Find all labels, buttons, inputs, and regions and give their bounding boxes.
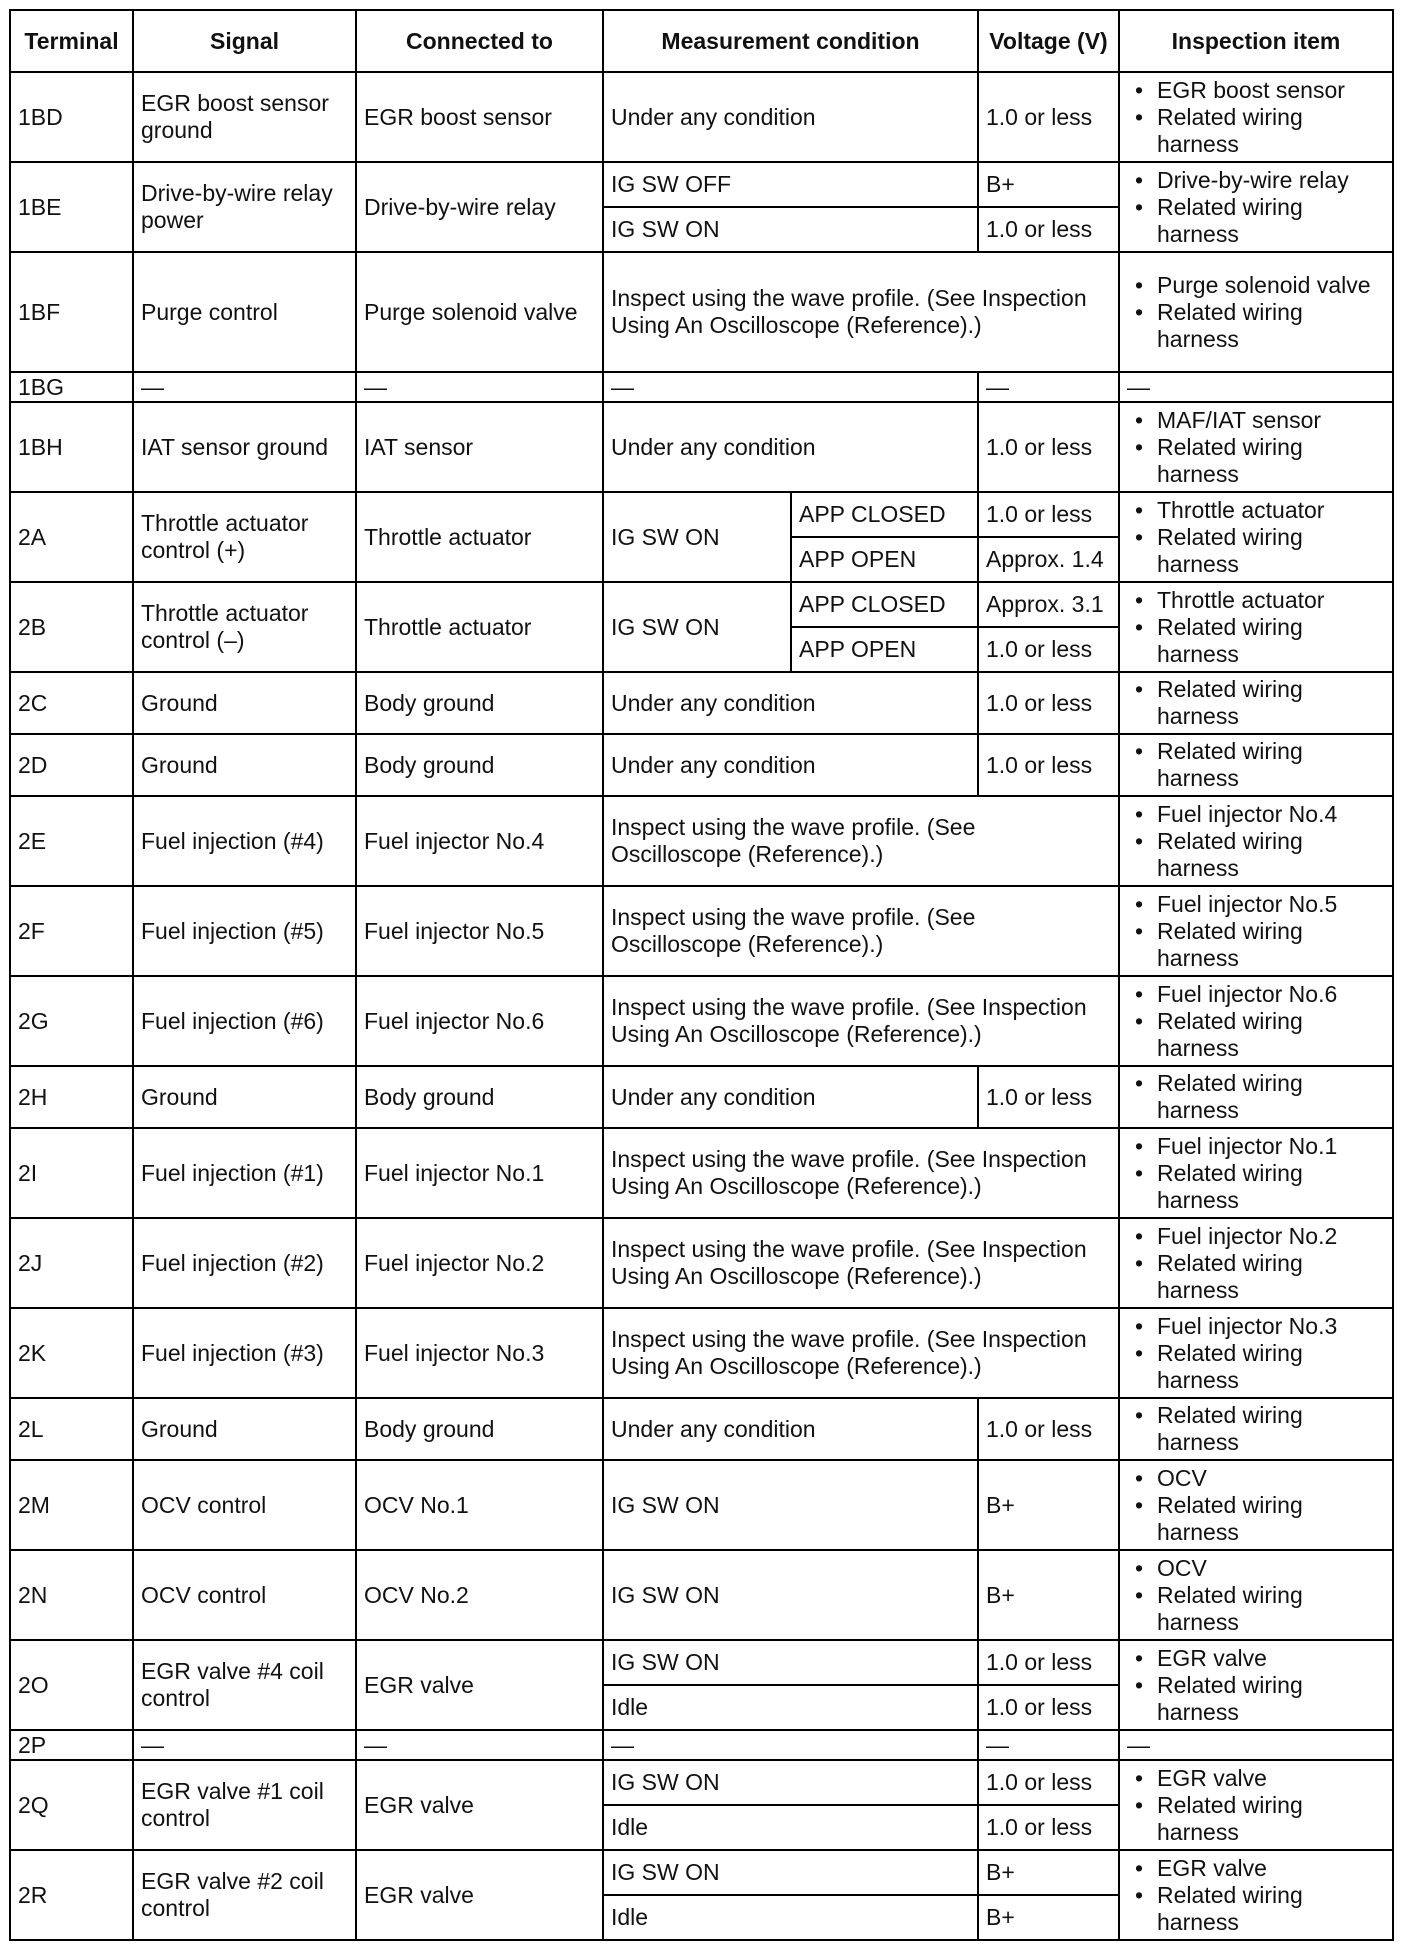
inspection-item: • Fuel injector No.5: [1127, 891, 1385, 918]
inspection-item: • Related wiring harness: [1127, 1250, 1385, 1304]
terminal-cell: 2P: [10, 1730, 133, 1760]
inspection-item: • Purge solenoid valve: [1127, 272, 1385, 299]
inspection-item: • Related wiring harness: [1127, 299, 1385, 353]
table-row: [10, 402, 1393, 492]
subcondition-cell: APP OPEN: [791, 537, 978, 582]
signal-cell: OCV control: [133, 1550, 356, 1640]
table-row: [10, 1218, 1393, 1308]
header-signal: Signal: [133, 10, 356, 72]
condition-cell: Idle: [603, 1805, 978, 1850]
condition-cell: Under any condition: [603, 734, 978, 796]
condition-cell: —: [603, 1730, 978, 1760]
table-row: [10, 672, 1393, 734]
inspection-cell: —: [1119, 372, 1393, 402]
header-inspection-item: Inspection item: [1119, 10, 1393, 72]
signal-cell: OCV control: [133, 1460, 356, 1550]
signal-cell: Fuel injection (#2): [133, 1218, 356, 1308]
signal-cell: Throttle actuator control (+): [133, 492, 356, 582]
voltage-cell: 1.0 or less: [978, 734, 1119, 796]
inspection-item: • Related wiring harness: [1127, 1070, 1385, 1124]
terminal-cell: 1BF: [10, 252, 133, 372]
signal-cell: Fuel injection (#6): [133, 976, 356, 1066]
table-row: [10, 1730, 1393, 1760]
header-voltage: Voltage (V): [978, 10, 1119, 72]
inspection-item: • Fuel injector No.4: [1127, 801, 1385, 828]
condition-cell: Inspect using the wave profile. (See Inspection Using An Oscilloscope (Reference).): [603, 1128, 1119, 1218]
subcondition-cell: APP CLOSED: [791, 492, 978, 537]
signal-cell: Fuel injection (#5): [133, 886, 356, 976]
inspection-cell: [1119, 976, 1393, 1066]
signal-cell: Drive-by-wire relay power: [133, 162, 356, 252]
signal-cell: —: [133, 372, 356, 402]
inspection-item: • Related wiring harness: [1127, 1882, 1385, 1936]
terminal-cell: 1BH: [10, 402, 133, 492]
connected-cell: EGR valve: [356, 1850, 603, 1940]
inspection-cell: [1119, 492, 1393, 582]
inspection-cell: —: [1119, 1730, 1393, 1760]
inspection-item: • Related wiring harness: [1127, 918, 1385, 972]
condition-cell: IG SW OFF: [603, 162, 978, 207]
condition-cell: Under any condition: [603, 1398, 978, 1460]
table-row: [10, 1308, 1393, 1398]
condition-cell: Inspect using the wave profile. (See Oscilloscope (Reference).): [603, 796, 1119, 886]
terminal-cell: 1BG: [10, 372, 133, 402]
subcondition-cell: APP OPEN: [791, 627, 978, 672]
header-terminal: Terminal: [10, 10, 133, 72]
header-row: [10, 10, 1393, 72]
connected-cell: EGR valve: [356, 1640, 603, 1730]
condition-cell: IG SW ON: [603, 582, 791, 672]
inspection-cell: [1119, 162, 1393, 252]
table-row: [10, 162, 1393, 207]
condition-cell: Under any condition: [603, 402, 978, 492]
header-measurement-condition: Measurement condition: [603, 10, 978, 72]
table-row: [10, 1398, 1393, 1460]
condition-cell: Inspect using the wave profile. (See Inspection Using An Oscilloscope (Reference).): [603, 1308, 1119, 1398]
subcondition-cell: APP CLOSED: [791, 582, 978, 627]
connected-cell: —: [356, 372, 603, 402]
condition-cell: —: [603, 372, 978, 402]
inspection-item: • Related wiring harness: [1127, 524, 1385, 578]
terminal-cell: 2L: [10, 1398, 133, 1460]
condition-cell: IG SW ON: [603, 1550, 978, 1640]
condition-cell: IG SW ON: [603, 1850, 978, 1895]
inspection-item: • Related wiring harness: [1127, 676, 1385, 730]
table-row: [10, 372, 1393, 402]
voltage-cell: 1.0 or less: [978, 402, 1119, 492]
terminal-cell: 2D: [10, 734, 133, 796]
inspection-item: • OCV: [1127, 1465, 1385, 1492]
inspection-item: • Related wiring harness: [1127, 1008, 1385, 1062]
inspection-cell: [1119, 1460, 1393, 1550]
inspection-item: • Related wiring harness: [1127, 1492, 1385, 1546]
voltage-cell: 1.0 or less: [978, 1760, 1119, 1805]
condition-cell: IG SW ON: [603, 1460, 978, 1550]
inspection-item: • Fuel injector No.3: [1127, 1313, 1385, 1340]
signal-cell: —: [133, 1730, 356, 1760]
header-connected-to: Connected to: [356, 10, 603, 72]
terminal-cell: 2G: [10, 976, 133, 1066]
voltage-cell: 1.0 or less: [978, 72, 1119, 162]
connected-cell: Throttle actuator: [356, 492, 603, 582]
condition-cell: Under any condition: [603, 1066, 978, 1128]
condition-cell: Idle: [603, 1895, 978, 1940]
condition-cell: IG SW ON: [603, 207, 978, 252]
connected-cell: Fuel injector No.6: [356, 976, 603, 1066]
voltage-cell: 1.0 or less: [978, 627, 1119, 672]
inspection-cell: [1119, 672, 1393, 734]
inspection-cell: [1119, 734, 1393, 796]
voltage-cell: 1.0 or less: [978, 1640, 1119, 1685]
signal-cell: Ground: [133, 672, 356, 734]
voltage-cell: —: [978, 1730, 1119, 1760]
inspection-cell: [1119, 1850, 1393, 1940]
table-row: [10, 1066, 1393, 1128]
inspection-item: • OCV: [1127, 1555, 1385, 1582]
table-row: [10, 1640, 1393, 1685]
inspection-cell: [1119, 1128, 1393, 1218]
connected-cell: Fuel injector No.1: [356, 1128, 603, 1218]
inspection-item: • Related wiring harness: [1127, 1672, 1385, 1726]
table-row: [10, 252, 1393, 372]
connected-cell: Body ground: [356, 734, 603, 796]
terminal-cell: 2F: [10, 886, 133, 976]
terminal-cell: 2B: [10, 582, 133, 672]
inspection-item: • EGR valve: [1127, 1765, 1385, 1792]
inspection-cell: [1119, 1760, 1393, 1850]
signal-cell: EGR valve #2 coil control: [133, 1850, 356, 1940]
table-row: [10, 886, 1393, 976]
voltage-cell: Approx. 1.4: [978, 537, 1119, 582]
connected-cell: —: [356, 1730, 603, 1760]
voltage-cell: 1.0 or less: [978, 492, 1119, 537]
table-row: [10, 582, 1393, 627]
signal-cell: Throttle actuator control (–): [133, 582, 356, 672]
signal-cell: Ground: [133, 734, 356, 796]
inspection-item: • Drive-by-wire relay: [1127, 167, 1385, 194]
table-row: [10, 1760, 1393, 1805]
table-row: [10, 1460, 1393, 1550]
connected-cell: Fuel injector No.3: [356, 1308, 603, 1398]
signal-cell: EGR valve #4 coil control: [133, 1640, 356, 1730]
voltage-cell: B+: [978, 162, 1119, 207]
inspection-item: • EGR valve: [1127, 1645, 1385, 1672]
voltage-cell: B+: [978, 1895, 1119, 1940]
inspection-cell: [1119, 1066, 1393, 1128]
terminal-cell: 2H: [10, 1066, 133, 1128]
inspection-item: • Throttle actuator: [1127, 497, 1385, 524]
inspection-item: • Related wiring harness: [1127, 1340, 1385, 1394]
table-row: [10, 796, 1393, 886]
terminal-cell: 2O: [10, 1640, 133, 1730]
condition-cell: Inspect using the wave profile. (See Inspection Using An Oscilloscope (Reference).): [603, 1218, 1119, 1308]
signal-cell: IAT sensor ground: [133, 402, 356, 492]
connected-cell: Fuel injector No.2: [356, 1218, 603, 1308]
signal-cell: EGR valve #1 coil control: [133, 1760, 356, 1850]
inspection-cell: [1119, 72, 1393, 162]
inspection-item: • Related wiring harness: [1127, 614, 1385, 668]
inspection-cell: [1119, 1640, 1393, 1730]
table-row: [10, 1550, 1393, 1640]
inspection-item: • EGR valve: [1127, 1855, 1385, 1882]
connected-cell: Throttle actuator: [356, 582, 603, 672]
terminal-cell: 2A: [10, 492, 133, 582]
condition-cell: IG SW ON: [603, 1760, 978, 1805]
condition-cell: Idle: [603, 1685, 978, 1730]
connected-cell: Drive-by-wire relay: [356, 162, 603, 252]
inspection-cell: [1119, 402, 1393, 492]
condition-cell: Inspect using the wave profile. (See Inspection Using An Oscilloscope (Reference).): [603, 976, 1119, 1066]
inspection-item: • Related wiring harness: [1127, 1582, 1385, 1636]
inspection-cell: [1119, 1308, 1393, 1398]
table-row: [10, 492, 1393, 537]
connected-cell: IAT sensor: [356, 402, 603, 492]
connected-cell: Body ground: [356, 1398, 603, 1460]
condition-cell: Inspect using the wave profile. (See Inspection Using An Oscilloscope (Reference).): [603, 252, 1119, 372]
condition-cell: Under any condition: [603, 672, 978, 734]
voltage-cell: B+: [978, 1460, 1119, 1550]
inspection-cell: [1119, 886, 1393, 976]
terminal-cell: 2K: [10, 1308, 133, 1398]
voltage-cell: B+: [978, 1550, 1119, 1640]
connected-cell: Body ground: [356, 672, 603, 734]
table-row: [10, 72, 1393, 162]
terminal-cell: 2R: [10, 1850, 133, 1940]
connected-cell: OCV No.2: [356, 1550, 603, 1640]
condition-cell: IG SW ON: [603, 492, 791, 582]
inspection-cell: [1119, 1398, 1393, 1460]
inspection-item: • MAF/IAT sensor: [1127, 407, 1385, 434]
terminal-cell: 2N: [10, 1550, 133, 1640]
inspection-item: • Fuel injector No.2: [1127, 1223, 1385, 1250]
inspection-item: • Related wiring harness: [1127, 738, 1385, 792]
table-row: [10, 1128, 1393, 1218]
signal-cell: Fuel injection (#4): [133, 796, 356, 886]
terminal-inspection-table: [9, 9, 1394, 1941]
signal-cell: Fuel injection (#1): [133, 1128, 356, 1218]
terminal-cell: 2M: [10, 1460, 133, 1550]
connected-cell: Body ground: [356, 1066, 603, 1128]
inspection-cell: [1119, 1550, 1393, 1640]
connected-cell: Fuel injector No.5: [356, 886, 603, 976]
inspection-item: • Related wiring harness: [1127, 434, 1385, 488]
signal-cell: Ground: [133, 1066, 356, 1128]
inspection-cell: [1119, 252, 1393, 372]
connected-cell: OCV No.1: [356, 1460, 603, 1550]
inspection-cell: [1119, 796, 1393, 886]
table-row: [10, 734, 1393, 796]
voltage-cell: Approx. 3.1: [978, 582, 1119, 627]
inspection-item: • Related wiring harness: [1127, 828, 1385, 882]
signal-cell: Fuel injection (#3): [133, 1308, 356, 1398]
terminal-cell: 2C: [10, 672, 133, 734]
terminal-cell: 2I: [10, 1128, 133, 1218]
voltage-cell: 1.0 or less: [978, 207, 1119, 252]
voltage-cell: —: [978, 372, 1119, 402]
terminal-cell: 1BD: [10, 72, 133, 162]
inspection-item: • Related wiring harness: [1127, 194, 1385, 248]
condition-cell: IG SW ON: [603, 1640, 978, 1685]
condition-cell: Inspect using the wave profile. (See Oscilloscope (Reference).): [603, 886, 1119, 976]
inspection-item: • Throttle actuator: [1127, 587, 1385, 614]
terminal-cell: 2J: [10, 1218, 133, 1308]
terminal-cell: 2Q: [10, 1760, 133, 1850]
inspection-item: • Related wiring harness: [1127, 1792, 1385, 1846]
connected-cell: Fuel injector No.4: [356, 796, 603, 886]
voltage-cell: 1.0 or less: [978, 1805, 1119, 1850]
inspection-item: • Related wiring harness: [1127, 1160, 1385, 1214]
inspection-item: • Fuel injector No.6: [1127, 981, 1385, 1008]
signal-cell: Purge control: [133, 252, 356, 372]
voltage-cell: B+: [978, 1850, 1119, 1895]
inspection-item: • Related wiring harness: [1127, 1402, 1385, 1456]
signal-cell: Ground: [133, 1398, 356, 1460]
terminal-cell: 1BE: [10, 162, 133, 252]
inspection-item: • Fuel injector No.1: [1127, 1133, 1385, 1160]
inspection-item: • EGR boost sensor: [1127, 77, 1385, 104]
connected-cell: Purge solenoid valve: [356, 252, 603, 372]
connected-cell: EGR valve: [356, 1760, 603, 1850]
voltage-cell: 1.0 or less: [978, 1398, 1119, 1460]
voltage-cell: 1.0 or less: [978, 672, 1119, 734]
table-row: [10, 976, 1393, 1066]
terminal-cell: 2E: [10, 796, 133, 886]
voltage-cell: 1.0 or less: [978, 1066, 1119, 1128]
condition-cell: Under any condition: [603, 72, 978, 162]
voltage-cell: 1.0 or less: [978, 1685, 1119, 1730]
inspection-item: • Related wiring harness: [1127, 104, 1385, 158]
inspection-cell: [1119, 582, 1393, 672]
connected-cell: EGR boost sensor: [356, 72, 603, 162]
inspection-cell: [1119, 1218, 1393, 1308]
signal-cell: EGR boost sensor ground: [133, 72, 356, 162]
table-row: [10, 1850, 1393, 1895]
